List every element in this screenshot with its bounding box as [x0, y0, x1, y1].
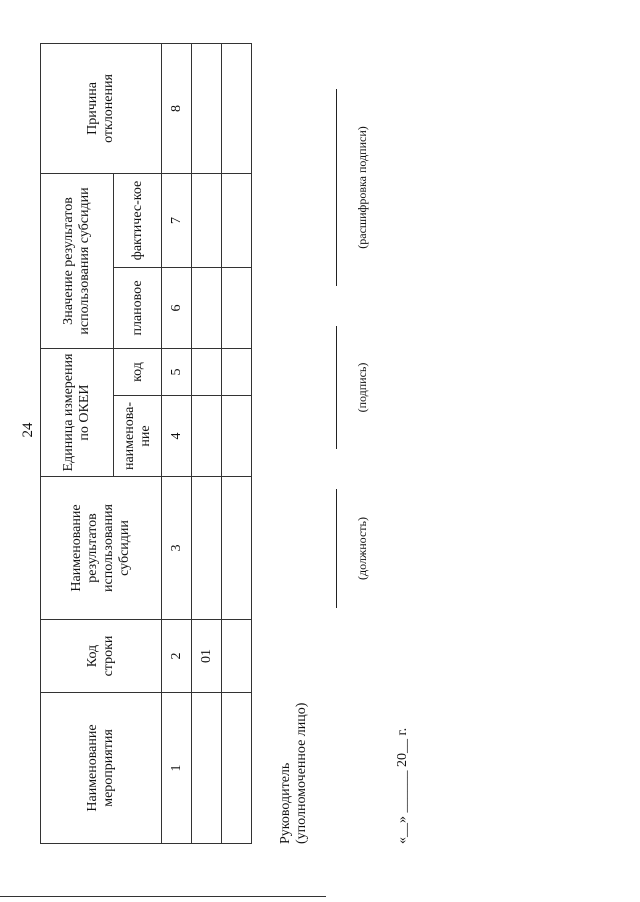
- column-number: 3: [162, 477, 192, 620]
- signature-line: [336, 326, 337, 449]
- table-cell: [192, 693, 222, 844]
- decoding-line: [336, 89, 337, 286]
- table-cell: [222, 693, 252, 844]
- table-cell: [192, 477, 222, 620]
- header-okei-unit: Единица измерения по ОКЕИ: [41, 349, 114, 477]
- column-number: 4: [162, 396, 192, 477]
- table-cell: [222, 477, 252, 620]
- column-number: 2: [162, 620, 192, 693]
- table-cell: [222, 173, 252, 267]
- date-field: «__» ______ 20__ г.: [395, 727, 410, 844]
- table-cell: 01: [192, 620, 222, 693]
- table-number-row: [162, 43, 192, 843]
- header-actual: фактичес-кое: [114, 173, 162, 267]
- table-cell: [192, 396, 222, 477]
- page-bottom-rule: [0, 896, 326, 897]
- rotated-content: [40, 44, 600, 844]
- column-number: 6: [162, 268, 192, 349]
- table-cell: [192, 349, 222, 396]
- position-line: [336, 489, 337, 608]
- table-cell: [192, 268, 222, 349]
- header-okei-code: код: [114, 349, 162, 396]
- table-cell: [222, 349, 252, 396]
- authorized-person-label: (уполномоченное лицо): [294, 702, 309, 844]
- header-deviation-reason: Причина отклонения: [41, 43, 162, 173]
- table-cell: [192, 43, 222, 173]
- header-planned: плановое: [114, 268, 162, 349]
- table-row: [192, 43, 222, 843]
- position-caption: (должность): [355, 517, 369, 580]
- header-row-code: Код строки: [41, 620, 162, 693]
- column-number: 7: [162, 173, 192, 267]
- header-okei-name: наименова-ние: [114, 396, 162, 477]
- column-number: 5: [162, 349, 192, 396]
- header-result-name: Наименование результатов использования субсидии: [41, 477, 162, 620]
- head-label: Руководитель: [278, 762, 293, 844]
- decoding-caption: (расшифровка подписи): [355, 126, 369, 249]
- table-cell: [222, 43, 252, 173]
- table-row: [222, 43, 252, 843]
- table-cell: [222, 396, 252, 477]
- table-cell: [222, 620, 252, 693]
- page-number: 24: [20, 422, 36, 438]
- report-table: [40, 43, 252, 844]
- header-result-values: Значение результатов использования субсидии: [41, 173, 114, 348]
- column-number: 8: [162, 43, 192, 173]
- table-header-row: [41, 43, 114, 843]
- column-number: 1: [162, 693, 192, 844]
- signature-caption: (подпись): [355, 362, 369, 413]
- table-cell: [192, 173, 222, 267]
- table-cell: [222, 268, 252, 349]
- header-event-name: Наименование мероприятия: [41, 693, 162, 844]
